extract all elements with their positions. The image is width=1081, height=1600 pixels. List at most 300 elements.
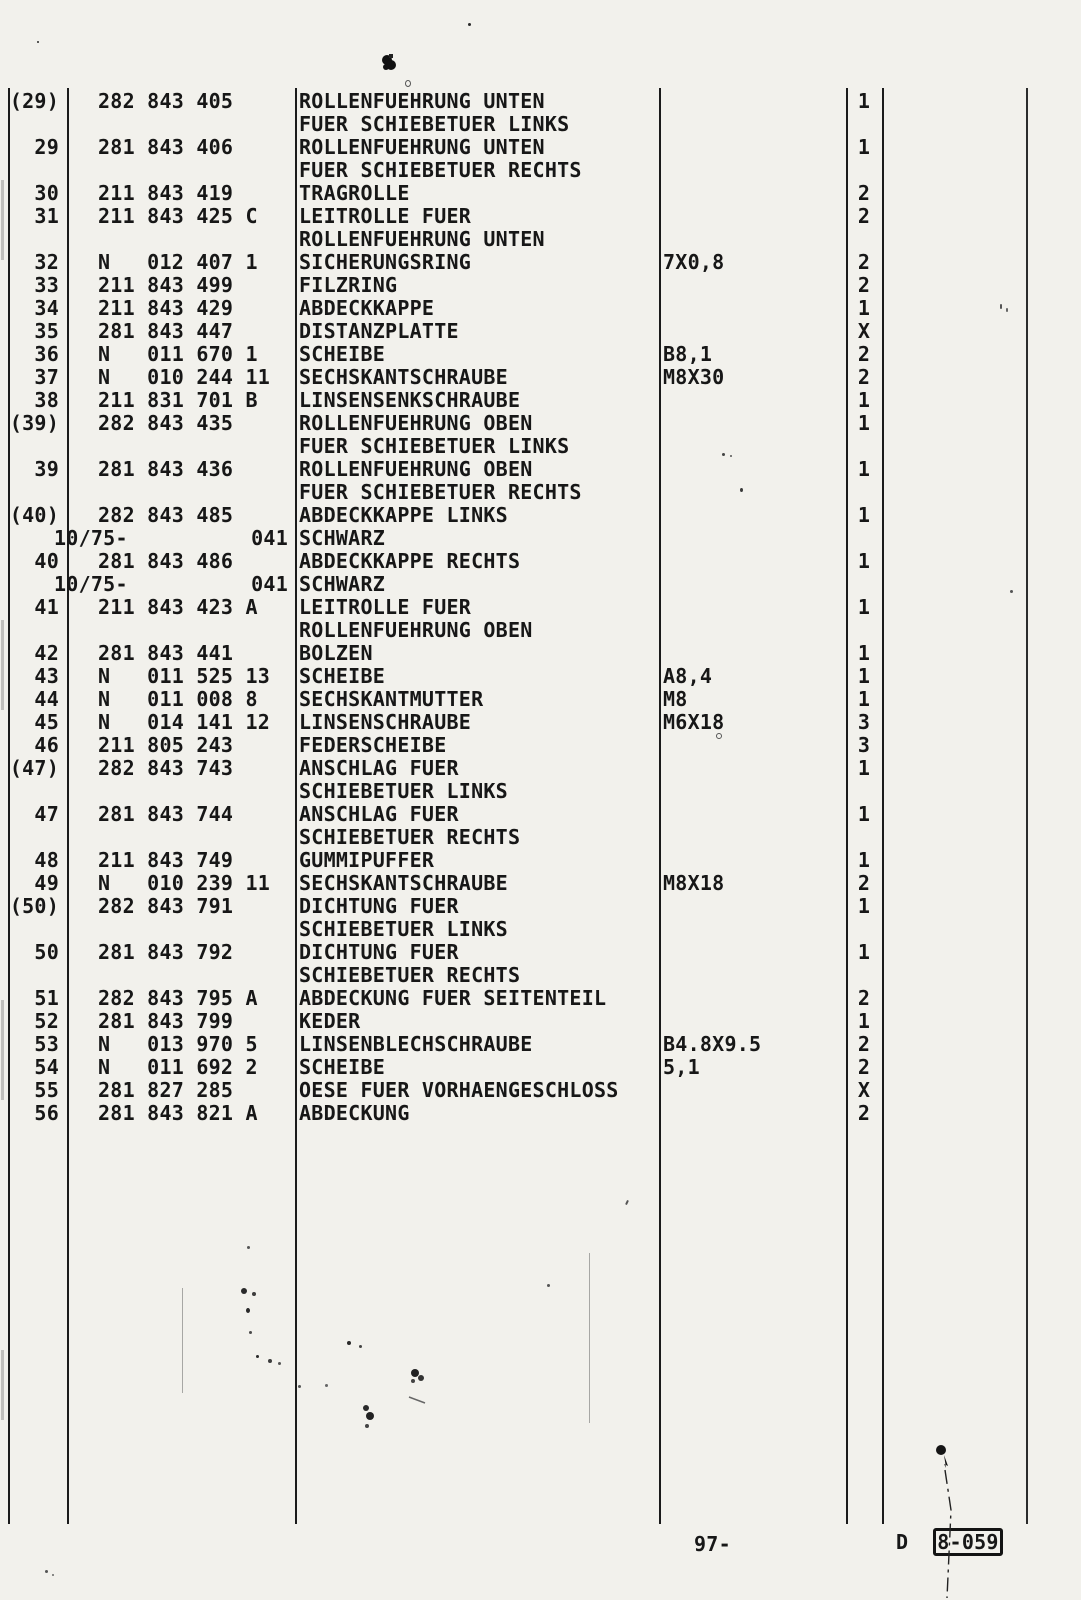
part-number: N 012 407 1 xyxy=(98,250,258,274)
description: SECHSKANTSCHRAUBE xyxy=(299,871,508,895)
dimension xyxy=(659,550,846,573)
paper-edge-streak xyxy=(1,180,4,260)
scan-mark xyxy=(716,733,722,739)
description: ROLLENFUEHRUNG UNTEN xyxy=(299,135,545,159)
description: KEDER xyxy=(299,1009,361,1033)
dimension xyxy=(659,274,846,297)
scan-mark xyxy=(405,80,411,87)
quantity: 1 xyxy=(857,503,871,527)
quantity: 2 xyxy=(857,204,871,228)
part-number: 282 843 743 xyxy=(98,756,234,780)
dimension: A8,4 xyxy=(663,664,713,688)
table-row xyxy=(8,182,882,205)
item-number: 51 xyxy=(34,986,59,1010)
scan-speck xyxy=(249,1331,252,1334)
dimension: M6X18 xyxy=(663,710,725,734)
description: SCHWARZ xyxy=(299,572,386,596)
part-number: N 011 692 2 xyxy=(98,1055,258,1079)
item-number: 47 xyxy=(34,802,59,826)
table-row xyxy=(8,711,882,734)
part-number xyxy=(67,918,295,941)
scan-speck xyxy=(246,1308,250,1313)
part-number xyxy=(67,228,295,251)
table-row xyxy=(8,596,882,619)
quantity: 2 xyxy=(857,365,871,389)
quantity: 2 xyxy=(857,250,871,274)
quantity xyxy=(846,964,882,987)
item-number: 30 xyxy=(34,181,59,205)
description: FUER SCHIEBETUER LINKS xyxy=(299,112,570,136)
dimension xyxy=(659,619,846,642)
item-number: 32 xyxy=(34,250,59,274)
dimension xyxy=(659,228,846,251)
item-number: 49 xyxy=(34,871,59,895)
item-number xyxy=(8,918,67,941)
item-number: 38 xyxy=(34,388,59,412)
dimension xyxy=(659,113,846,136)
table-row xyxy=(8,665,882,688)
item-number: 36 xyxy=(34,342,59,366)
description: SICHERUNGSRING xyxy=(299,250,472,274)
item-number: 37 xyxy=(34,365,59,389)
plate-code: 8-059 xyxy=(937,1530,999,1554)
table-row xyxy=(8,435,882,458)
quantity: 1 xyxy=(857,135,871,159)
description: SCHEIBE xyxy=(299,342,386,366)
item-number: 45 xyxy=(34,710,59,734)
table-row xyxy=(8,550,882,573)
table-row xyxy=(8,412,882,435)
color-code: 041 xyxy=(251,526,288,550)
part-number: N 014 141 12 xyxy=(98,710,271,734)
scan-speck xyxy=(256,1355,259,1358)
table-row xyxy=(8,757,882,780)
description: ROLLENFUEHRUNG OBEN xyxy=(299,411,533,435)
part-number: 282 843 435 xyxy=(98,411,234,435)
dimension xyxy=(659,573,846,596)
quantity: X xyxy=(857,319,871,343)
dimension xyxy=(659,182,846,205)
description: FUER SCHIEBETUER LINKS xyxy=(299,434,570,458)
quantity: 1 xyxy=(857,641,871,665)
dimension xyxy=(659,1079,846,1102)
table-row xyxy=(8,343,882,366)
scan-speck xyxy=(468,23,471,26)
part-number: 281 843 821 A xyxy=(98,1101,258,1125)
quantity xyxy=(846,435,882,458)
item-number: 40 xyxy=(34,549,59,573)
dimension xyxy=(659,527,846,550)
part-number xyxy=(67,826,295,849)
description: LINSENBLECHSCHRAUBE xyxy=(299,1032,533,1056)
dimension xyxy=(659,918,846,941)
scan-speck xyxy=(278,1362,281,1365)
quantity xyxy=(846,780,882,803)
table-row xyxy=(8,481,882,504)
item-number xyxy=(8,113,67,136)
description: SCHEIBE xyxy=(299,664,386,688)
description: SECHSKANTSCHRAUBE xyxy=(299,365,508,389)
quantity: 3 xyxy=(857,733,871,757)
dimension xyxy=(659,780,846,803)
description: LEITROLLE FUER xyxy=(299,204,472,228)
dimension xyxy=(659,320,846,343)
dimension xyxy=(659,596,846,619)
description: LINSENSCHRAUBE xyxy=(299,710,472,734)
quantity: 2 xyxy=(857,273,871,297)
table-row xyxy=(8,1079,882,1102)
part-number: N 013 970 5 xyxy=(98,1032,258,1056)
part-number: 211 843 749 xyxy=(98,848,234,872)
dimension xyxy=(659,504,846,527)
quantity xyxy=(846,159,882,182)
dimension xyxy=(659,941,846,964)
dimension xyxy=(659,734,846,757)
item-number: 52 xyxy=(34,1009,59,1033)
scan-blot-lower xyxy=(405,1365,435,1410)
item-number: (40) xyxy=(9,503,59,527)
dimension xyxy=(659,964,846,987)
scan-speck xyxy=(1006,308,1008,312)
table-row xyxy=(8,987,882,1010)
part-number: 211 843 423 A xyxy=(98,595,258,619)
dimension xyxy=(659,159,846,182)
quantity: 2 xyxy=(857,181,871,205)
scan-blot-top xyxy=(378,48,404,78)
part-number: 211 831 701 B xyxy=(98,388,258,412)
table-rule-right-edge xyxy=(1026,88,1028,1524)
table-row xyxy=(8,251,882,274)
quantity: 1 xyxy=(857,89,871,113)
item-number: 39 xyxy=(34,457,59,481)
dimension: B8,1 xyxy=(663,342,713,366)
table-row xyxy=(8,113,882,136)
dimension xyxy=(659,642,846,665)
description: ROLLENFUEHRUNG OBEN xyxy=(299,457,533,481)
item-number xyxy=(8,228,67,251)
quantity xyxy=(846,481,882,504)
description: SCHIEBETUER RECHTS xyxy=(299,825,521,849)
scan-speck xyxy=(268,1359,272,1363)
scan-speck xyxy=(359,1345,362,1348)
dimension xyxy=(659,826,846,849)
table-row xyxy=(8,872,882,895)
part-number xyxy=(67,481,295,504)
scan-speck xyxy=(325,1384,328,1387)
dimension xyxy=(659,136,846,159)
table-row xyxy=(8,274,882,297)
dimension xyxy=(659,1010,846,1033)
quantity: X xyxy=(857,1078,871,1102)
description: ANSCHLAG FUER xyxy=(299,802,459,826)
description: OESE FUER VORHAENGESCHLOSS xyxy=(299,1078,619,1102)
item-number xyxy=(8,435,67,458)
item-number xyxy=(8,826,67,849)
scan-speck xyxy=(247,1246,250,1249)
scan-speck xyxy=(547,1284,550,1287)
dimension: 7X0,8 xyxy=(663,250,725,274)
part-number: 211 805 243 xyxy=(98,733,234,757)
dimension: 5,1 xyxy=(663,1055,700,1079)
scan-leader-line xyxy=(925,1440,995,1600)
description: TRAGROLLE xyxy=(299,181,410,205)
item-number: 42 xyxy=(34,641,59,665)
quantity: 3 xyxy=(857,710,871,734)
date-code: 10/75- xyxy=(54,526,128,550)
part-number: N 010 244 11 xyxy=(98,365,271,389)
part-number xyxy=(67,435,295,458)
parts-table-rows xyxy=(8,90,882,1125)
item-number: (47) xyxy=(9,756,59,780)
item-number: 29 xyxy=(34,135,59,159)
part-number xyxy=(67,159,295,182)
quantity: 2 xyxy=(857,986,871,1010)
description: FUER SCHIEBETUER RECHTS xyxy=(299,480,582,504)
quantity: 1 xyxy=(857,1009,871,1033)
item-number: 41 xyxy=(34,595,59,619)
part-number xyxy=(54,526,295,550)
item-number: 46 xyxy=(34,733,59,757)
scan-speck xyxy=(52,1574,54,1576)
table-row xyxy=(8,826,882,849)
description: ABDECKKAPPE LINKS xyxy=(299,503,508,527)
description: BOLZEN xyxy=(299,641,373,665)
description: DICHTUNG FUER xyxy=(299,940,459,964)
part-number: 281 843 486 xyxy=(98,549,234,573)
item-number: (29) xyxy=(9,89,59,113)
quantity xyxy=(846,527,882,550)
table-row xyxy=(8,964,882,987)
table-row xyxy=(8,90,882,113)
dimension xyxy=(659,90,846,113)
quantity xyxy=(846,619,882,642)
scan-speck xyxy=(730,455,732,457)
dimension xyxy=(659,757,846,780)
part-number: 211 843 429 xyxy=(98,296,234,320)
part-number: 281 843 436 xyxy=(98,457,234,481)
scan-blot-lower2 xyxy=(358,1400,384,1436)
description: ROLLENFUEHRUNG UNTEN xyxy=(299,89,545,113)
dimension xyxy=(659,389,846,412)
item-number xyxy=(8,481,67,504)
part-number: 281 843 744 xyxy=(98,802,234,826)
scan-speck xyxy=(298,1385,301,1388)
part-number: 282 843 791 xyxy=(98,894,234,918)
dimension xyxy=(659,435,846,458)
table-row xyxy=(8,688,882,711)
item-number: (50) xyxy=(9,894,59,918)
description: ABDECKKAPPE xyxy=(299,296,435,320)
table-row xyxy=(8,1010,882,1033)
table-row xyxy=(8,366,882,389)
table-row xyxy=(8,918,882,941)
dimension: M8X30 xyxy=(663,365,725,389)
table-rule-qty-remarks xyxy=(882,88,884,1524)
paper-edge-streak xyxy=(1,1350,4,1420)
scan-speck xyxy=(1010,590,1013,593)
item-number xyxy=(8,619,67,642)
paper-edge-streak xyxy=(1,620,4,710)
table-row xyxy=(8,734,882,757)
part-number: 282 843 795 A xyxy=(98,986,258,1010)
item-number: 53 xyxy=(34,1032,59,1056)
quantity: 2 xyxy=(857,342,871,366)
quantity xyxy=(846,228,882,251)
quantity: 1 xyxy=(857,549,871,573)
table-row xyxy=(8,389,882,412)
description: SCHIEBETUER LINKS xyxy=(299,917,508,941)
table-row xyxy=(8,136,882,159)
quantity: 1 xyxy=(857,388,871,412)
item-number: 54 xyxy=(34,1055,59,1079)
part-number: N 011 008 8 xyxy=(98,687,258,711)
quantity: 1 xyxy=(857,411,871,435)
dimension xyxy=(659,458,846,481)
part-number: 211 843 425 C xyxy=(98,204,258,228)
part-number: 281 843 799 xyxy=(98,1009,234,1033)
quantity xyxy=(846,826,882,849)
part-number: 281 843 447 xyxy=(98,319,234,343)
item-number xyxy=(8,964,67,987)
scan-speck xyxy=(37,41,39,43)
part-number: N 010 239 11 xyxy=(98,871,271,895)
table-row xyxy=(8,1033,882,1056)
table-row xyxy=(8,504,882,527)
description: FEDERSCHEIBE xyxy=(299,733,447,757)
quantity: 2 xyxy=(857,1055,871,1079)
part-number xyxy=(67,619,295,642)
item-number: 50 xyxy=(34,940,59,964)
quantity: 1 xyxy=(857,756,871,780)
scan-speck xyxy=(45,1570,48,1573)
part-number: 281 843 441 xyxy=(98,641,234,665)
table-row xyxy=(8,159,882,182)
dimension xyxy=(659,481,846,504)
description: ABDECKUNG FUER SEITENTEIL xyxy=(299,986,607,1010)
description: ANSCHLAG FUER xyxy=(299,756,459,780)
item-number: 48 xyxy=(34,848,59,872)
table-row xyxy=(8,1056,882,1079)
dimension xyxy=(659,205,846,228)
quantity xyxy=(846,573,882,596)
description: SCHIEBETUER RECHTS xyxy=(299,963,521,987)
table-row xyxy=(8,895,882,918)
scan-speck xyxy=(241,1288,247,1294)
dimension xyxy=(659,1102,846,1125)
table-row xyxy=(8,1102,882,1125)
dimension xyxy=(659,803,846,826)
table-row xyxy=(8,849,882,872)
table-row xyxy=(8,803,882,826)
page-number: 97- xyxy=(694,1532,731,1556)
part-number: 211 843 419 xyxy=(98,181,234,205)
description: FILZRING xyxy=(299,273,398,297)
quantity: 1 xyxy=(857,848,871,872)
quantity: 1 xyxy=(857,296,871,320)
description: ROLLENFUEHRUNG OBEN xyxy=(299,618,533,642)
item-number: 55 xyxy=(34,1078,59,1102)
part-number: N 011 670 1 xyxy=(98,342,258,366)
item-number: 44 xyxy=(34,687,59,711)
part-number: 281 843 406 xyxy=(98,135,234,159)
part-number: N 011 525 13 xyxy=(98,664,271,688)
table-row xyxy=(8,527,882,550)
dimension xyxy=(659,895,846,918)
quantity: 1 xyxy=(857,940,871,964)
description: LINSENSENKSCHRAUBE xyxy=(299,388,521,412)
table-row xyxy=(8,619,882,642)
paper-edge-streak xyxy=(1,1000,4,1100)
scan-hairline xyxy=(589,1253,590,1423)
table-row xyxy=(8,297,882,320)
description: DISTANZPLATTE xyxy=(299,319,459,343)
description: ROLLENFUEHRUNG UNTEN xyxy=(299,227,545,251)
scan-hairline xyxy=(182,1288,183,1393)
scan-speck xyxy=(252,1292,256,1296)
scan-speck xyxy=(740,488,743,492)
part-number xyxy=(67,780,295,803)
quantity xyxy=(846,918,882,941)
table-row xyxy=(8,573,882,596)
part-number xyxy=(67,113,295,136)
dimension xyxy=(659,987,846,1010)
table-row xyxy=(8,320,882,343)
description: DICHTUNG FUER xyxy=(299,894,459,918)
item-number: 34 xyxy=(34,296,59,320)
description: SCHEIBE xyxy=(299,1055,386,1079)
quantity: 1 xyxy=(857,595,871,619)
doc-letter: D xyxy=(896,1530,909,1554)
quantity: 2 xyxy=(857,1032,871,1056)
part-number: 281 843 792 xyxy=(98,940,234,964)
quantity: 1 xyxy=(857,457,871,481)
dimension: M8X18 xyxy=(663,871,725,895)
part-number: 211 843 499 xyxy=(98,273,234,297)
quantity: 1 xyxy=(857,894,871,918)
quantity: 1 xyxy=(857,802,871,826)
part-number: 281 827 285 xyxy=(98,1078,234,1102)
dimension xyxy=(659,849,846,872)
item-number: 31 xyxy=(34,204,59,228)
quantity: 1 xyxy=(857,664,871,688)
quantity: 2 xyxy=(857,871,871,895)
scan-speck xyxy=(347,1341,351,1345)
item-number: 43 xyxy=(34,664,59,688)
quantity: 1 xyxy=(857,687,871,711)
part-number: 282 843 485 xyxy=(98,503,234,527)
table-row xyxy=(8,228,882,251)
dimension: B4.8X9.5 xyxy=(663,1032,762,1056)
quantity xyxy=(846,113,882,136)
quantity: 2 xyxy=(857,1101,871,1125)
item-number xyxy=(8,159,67,182)
description: SECHSKANTMUTTER xyxy=(299,687,484,711)
dimension xyxy=(659,297,846,320)
description: SCHIEBETUER LINKS xyxy=(299,779,508,803)
description: FUER SCHIEBETUER RECHTS xyxy=(299,158,582,182)
table-row xyxy=(8,780,882,803)
description: GUMMIPUFFER xyxy=(299,848,435,872)
item-number xyxy=(8,780,67,803)
item-number: 35 xyxy=(34,319,59,343)
description: SCHWARZ xyxy=(299,526,386,550)
item-number: 56 xyxy=(34,1101,59,1125)
part-number: 282 843 405 xyxy=(98,89,234,113)
dimension xyxy=(659,412,846,435)
description: LEITROLLE FUER xyxy=(299,595,472,619)
table-row xyxy=(8,458,882,481)
scan-speck xyxy=(625,1200,629,1205)
